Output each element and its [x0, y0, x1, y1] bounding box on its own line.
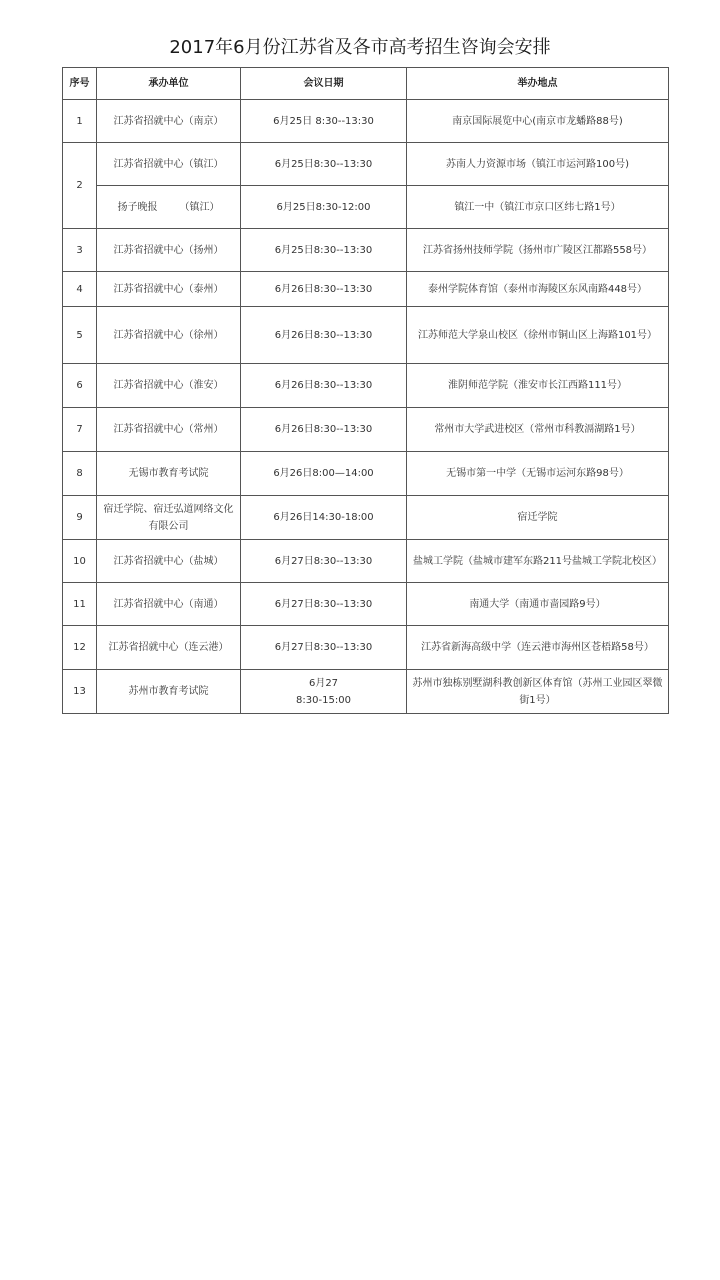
row-location: 江苏省扬州技师学院（扬州市广陵区江都路558号）: [407, 229, 669, 272]
table-header-row: [63, 68, 669, 100]
row-date: 6月27日8:30--13:30: [241, 583, 407, 626]
row-organizer: 无锡市教育考试院: [97, 452, 241, 496]
row-number: 9: [63, 496, 97, 540]
row-location: 南通大学（南通市啬园路9号）: [407, 583, 669, 626]
row-number: 2: [63, 143, 97, 229]
table-row: [63, 364, 669, 408]
header-date: 会议日期: [241, 68, 407, 100]
row-date: 6月26日8:30--13:30: [241, 272, 407, 307]
table-row: [63, 626, 669, 670]
table-row: [63, 670, 669, 714]
row-organizer: 江苏省招就中心（镇江）: [97, 143, 241, 186]
row-date: 6月26日8:30--13:30: [241, 307, 407, 364]
row-date: [241, 670, 407, 714]
row-number: 3: [63, 229, 97, 272]
row-date: 6月26日8:00—14:00: [241, 452, 407, 496]
row-number: 6: [63, 364, 97, 408]
table-row: [63, 100, 669, 143]
row-date: 6月25日8:30-12:00: [241, 186, 407, 229]
row-date: 6月27日8:30--13:30: [241, 626, 407, 670]
date-time: 8:30-15:00: [296, 694, 351, 706]
table-row: [63, 307, 669, 364]
row-organizer: [97, 186, 241, 229]
row-number: 13: [63, 670, 97, 714]
table-row: [63, 452, 669, 496]
row-date: 6月26日8:30--13:30: [241, 364, 407, 408]
row-location: 无锡市第一中学（无锡市运河东路98号）: [407, 452, 669, 496]
header-location: 举办地点: [407, 68, 669, 100]
row-organizer: 江苏省招就中心（南通）: [97, 583, 241, 626]
row-location: 宿迁学院: [407, 496, 669, 540]
row-number: 11: [63, 583, 97, 626]
row-location: 南京国际展览中心(南京市龙蟠路88号): [407, 100, 669, 143]
row-number: 10: [63, 540, 97, 583]
date-day: 6月27: [308, 677, 339, 689]
row-organizer: 宿迁学院、宿迁弘道网络文化有限公司: [97, 496, 241, 540]
table-row: [63, 143, 669, 186]
table-row: [63, 408, 669, 452]
row-number: 12: [63, 626, 97, 670]
row-organizer: 江苏省招就中心（常州）: [97, 408, 241, 452]
row-organizer: 苏州市教育考试院: [97, 670, 241, 714]
header-no: 序号: [63, 68, 97, 100]
row-location: 江苏省新海高级中学（连云港市海州区苍梧路58号）: [407, 626, 669, 670]
row-organizer: 江苏省招就中心（淮安）: [97, 364, 241, 408]
row-location: 苏南人力资源市场（镇江市运河路100号): [407, 143, 669, 186]
table-row: [63, 272, 669, 307]
row-date: 6月25日 8:30--13:30: [241, 100, 407, 143]
row-number: 8: [63, 452, 97, 496]
row-organizer: 江苏省招就中心（连云港）: [97, 626, 241, 670]
schedule-table: [62, 67, 669, 714]
organizer-name: 扬子晚报: [117, 201, 158, 213]
row-date: 6月26日14:30-18:00: [241, 496, 407, 540]
row-location: 盐城工学院（盐城市建军东路211号盐城工学院北校区）: [407, 540, 669, 583]
row-organizer: 江苏省招就中心（扬州）: [97, 229, 241, 272]
row-location: 镇江一中（镇江市京口区纬七路1号）: [407, 186, 669, 229]
row-number: 4: [63, 272, 97, 307]
row-number: 5: [63, 307, 97, 364]
row-date: 6月25日8:30--13:30: [241, 143, 407, 186]
table-row: [63, 229, 669, 272]
header-organizer: 承办单位: [97, 68, 241, 100]
table-row: [63, 496, 669, 540]
row-organizer: 江苏省招就中心（盐城）: [97, 540, 241, 583]
row-location: 苏州市独栋别墅湖科教创新区体育馆（苏州工业园区翠微街1号）: [407, 670, 669, 714]
table-row: [63, 186, 669, 229]
row-date: 6月25日8:30--13:30: [241, 229, 407, 272]
row-number: 7: [63, 408, 97, 452]
row-location: 常州市大学武进校区（常州市科教滆湖路1号）: [407, 408, 669, 452]
organizer-city: （镇江）: [179, 201, 220, 213]
table-row: [63, 540, 669, 583]
row-location: 江苏师范大学泉山校区（徐州市铜山区上海路101号）: [407, 307, 669, 364]
table-row: [63, 583, 669, 626]
row-organizer: 江苏省招就中心（徐州）: [97, 307, 241, 364]
row-organizer: 江苏省招就中心（南京）: [97, 100, 241, 143]
row-number: 1: [63, 100, 97, 143]
row-location: 淮阴师范学院（淮安市长江西路111号）: [407, 364, 669, 408]
row-date: 6月27日8:30--13:30: [241, 540, 407, 583]
row-organizer: 江苏省招就中心（泰州）: [97, 272, 241, 307]
row-date: 6月26日8:30--13:30: [241, 408, 407, 452]
row-location: 泰州学院体育馆（泰州市海陵区东风南路448号）: [407, 272, 669, 307]
page-title: 2017年6月份江苏省及各市高考招生咨询会安排: [169, 37, 551, 58]
